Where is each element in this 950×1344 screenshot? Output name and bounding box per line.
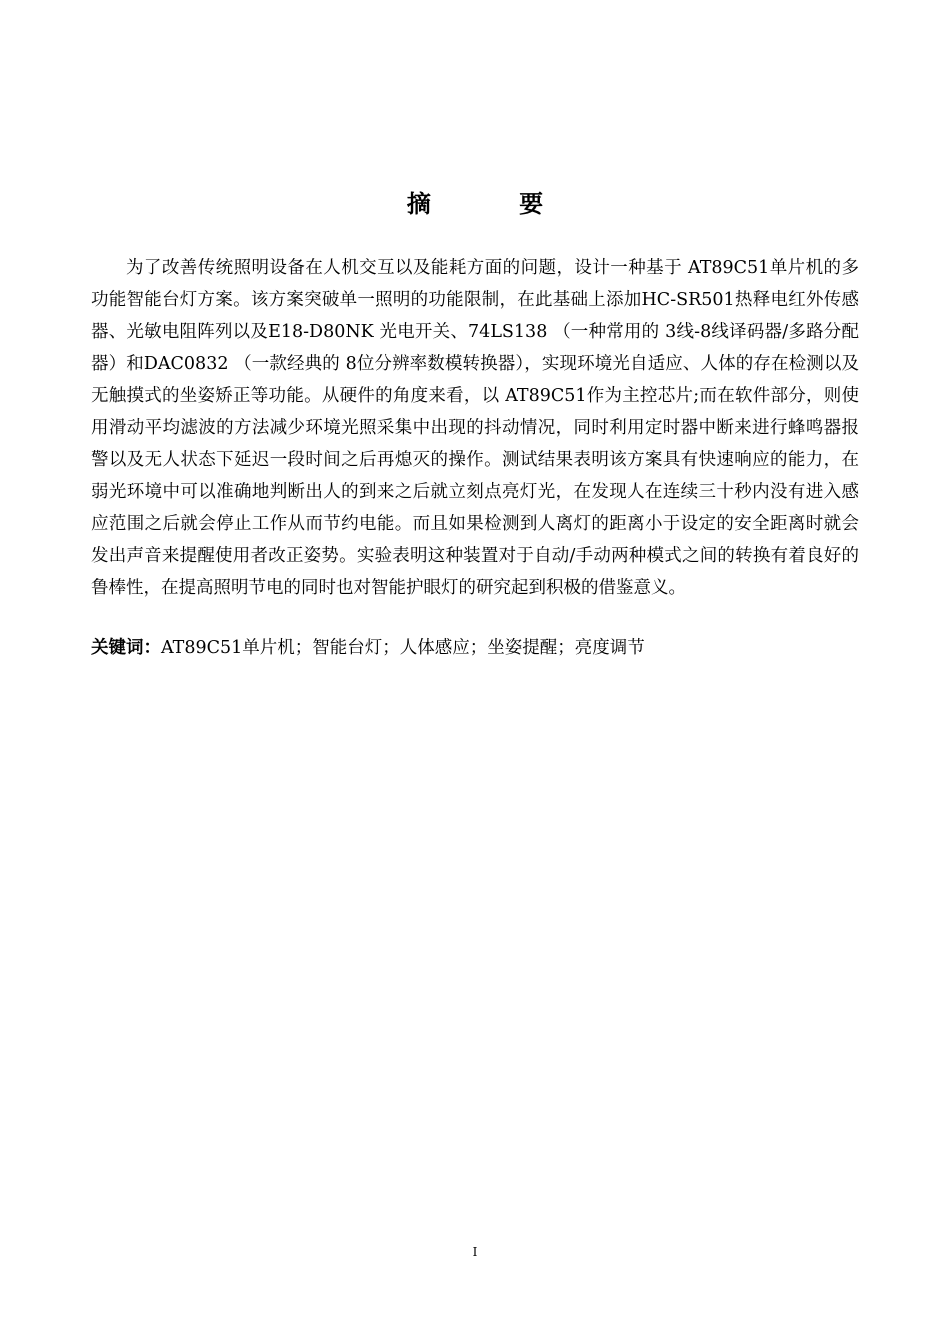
keywords-line bbox=[91, 632, 859, 664]
keywords-text: AT89C51单片机；智能台灯；人体感应；坐姿提醒；亮度调节 bbox=[161, 638, 645, 658]
page-number: I bbox=[472, 1245, 478, 1259]
abstract-title: 摘 要 bbox=[406, 190, 584, 218]
abstract-body: 为了改善传统照明设备在人机交互以及能耗方面的问题，设计一种基于 AT89C51单片机的多功能智能台灯方案。该方案突破单一照明的功能限制，在此基础上添加HC-SR501热释电红外传感器、光敏电阻阵列以及E18-D80NK 光电开关、74LS138 （一种常用的 3线-8线译码器/多路分配器）和DAC0832 （一款经典的 8位分辨率数模转换器），实现环境光自适应、人体的存在检测以及无触摸式的坐姿矫正等功能。从硬件的角度来看，以 AT89C51作为主控芯片;而在软件部分，则使用滑动平均滤波的方法减少环境光照采集中出现的抖动情况，同时利用定时器中断来进行蜂鸣器报警以及无人状态下延迟一段时间之后再熄灭的操作。测试结果表明该方案具有快速响应的能力，在弱光环境中可以准确地判断出人的到来之后就立刻点亮灯光，在发现人在连续三十秒内没有进入感应范围之后就会停止工作从而节约电能。而且如果检测到人离灯的距离小于设定的安全距离时就会发出声音来提醒使用者改正姿势。实验表明这种装置对于自动/手动两种模式之间的转换有着良好的鲁棒性，在提高照明节电的同时也对智能护眼灯的研究起到积极的借鉴意义。 bbox=[91, 258, 859, 598]
keywords-label: 关键词： bbox=[91, 638, 161, 658]
